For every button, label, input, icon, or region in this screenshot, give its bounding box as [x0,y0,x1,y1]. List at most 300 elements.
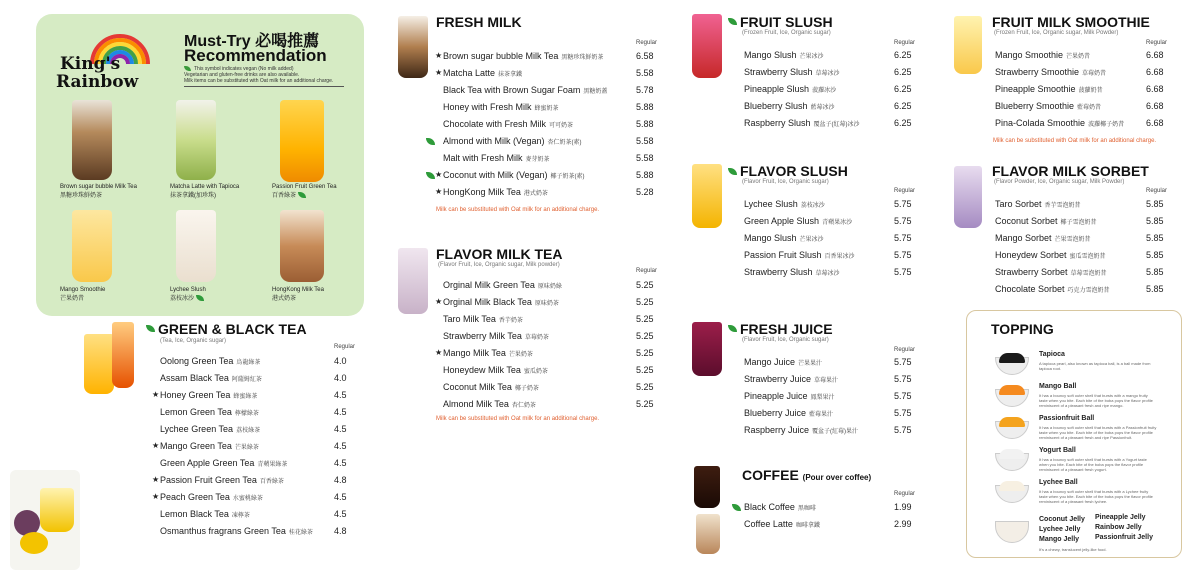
item-price: 5.75 [894,374,912,384]
section-title: GREEN & BLACK TEA [158,321,307,337]
tea-glass-image [84,334,114,394]
leaf-icon [728,168,737,175]
item-name: Taro Milk Tea [443,314,496,324]
item-name-zh: 蜂蜜綠茶 [233,394,258,400]
item-name: Passion Fruit Green Tea [160,475,257,485]
item-name: Coconut Sorbet [995,216,1058,226]
menu-item [744,216,852,226]
regular-label: Regular [894,40,916,46]
item-name-zh: 香芋奶茶 [498,318,523,324]
star-icon: ★ [435,170,443,179]
item-name-zh: 烏龍綠茶 [236,360,261,366]
item-name-zh: 青蘋果綠茶 [257,462,288,468]
menu-item [995,118,1124,128]
topping-name: Mango Ball [1039,383,1077,390]
menu-item [744,233,824,243]
item-name: Pineapple Slush [744,84,810,94]
item-name-zh: 覆盆子(紅莓)果汁 [812,429,859,435]
item-name-zh: 蜂蜜奶茶 [534,106,559,112]
item-price: 4.0 [334,356,347,366]
rec-caption-2: Matcha Latte with Tapioca 抹茶拿鐵(加珍珠) [170,184,240,199]
menu-item [443,331,549,341]
menu-item [443,187,548,197]
rec-title: Must-Try 必喝推薦 [184,33,320,50]
item-name: Lychee Slush [744,199,798,209]
passion-fruit-drink-image [10,470,80,570]
taro-milk-tea-image [398,248,428,314]
topping-title: TOPPING [991,321,1054,337]
item-name: Pina-Colada Smoothie [995,118,1086,128]
menu-item [744,84,836,94]
item-name: Mango Sorbet [995,233,1052,243]
vegan-leaf-icon [732,504,741,511]
item-name: Mango Smoothie [995,50,1064,60]
item-name-zh: 芒果綠茶 [234,445,259,451]
item-price: 5.75 [894,216,912,226]
topping-bowl-image [995,485,1029,503]
leaf-icon [728,325,737,332]
topping-name: Tapioca [1039,351,1065,358]
item-name: Honey with Fresh Milk [443,102,532,112]
item-name-zh: 凍檸茶 [231,513,250,519]
item-name-zh: 原味奶綠 [537,284,562,290]
jelly-bowl-image [995,521,1029,543]
item-name: Peach Green Tea [160,492,230,502]
oat-milk-note: Milk can be substituted with Oat milk for an additional charge. [436,207,600,213]
lychee-slush-image [176,210,216,282]
item-name-zh: 香芋雪泡奶昔 [1044,203,1081,209]
item-name-zh: 杏仁奶茶(素) [547,140,582,146]
item-name: Chocolate Sorbet [995,284,1065,294]
menu-item [744,101,835,111]
item-name: Strawberry Milk Tea [443,331,522,341]
section-title: FRUIT MILK SMOOTHIE [992,14,1150,30]
item-name: Lemon Black Tea [160,509,229,519]
item-price: 5.25 [636,314,654,324]
item-name: Orginal Milk Green Tea [443,280,535,290]
menu-item [443,348,533,358]
item-name-zh: 黑糖奶蓋 [583,89,608,95]
item-price: 4.5 [334,424,347,434]
section-title: COFFEE (Pour over coffee) [742,467,872,483]
item-price: 5.75 [894,267,912,277]
item-name-zh: 草莓冰沙 [815,71,840,77]
recommendation-panel [36,14,364,316]
section-title: FLAVOR SLUSH [740,163,848,179]
item-price: 5.78 [636,85,654,95]
menu-item [744,199,825,209]
rec-caption-6: HongKong Milk Tea 港式奶茶 [272,287,324,302]
regular-label: Regular [1146,188,1168,194]
item-price: 6.25 [894,50,912,60]
section-title: FRESH JUICE [740,321,833,337]
menu-item [443,68,522,78]
item-name: Honeydew Sorbet [995,250,1067,260]
section-title: FRESH MILK [436,14,522,30]
item-price: 5.58 [636,68,654,78]
item-name-zh: 波蘿椰子奶昔 [1088,122,1125,128]
star-icon: ★ [435,68,443,77]
item-name: Coconut with Milk (Vegan) [443,170,548,180]
item-name-zh: 港式奶茶 [523,191,548,197]
smoothie-cup-image [954,16,982,74]
item-name: Matcha Latte [443,68,496,78]
rec-caption-1: Brown sugar bubble Milk Tea 黑糖珍珠鮮奶茶 [60,184,137,199]
menu-item [443,365,548,375]
menu-item [443,297,559,307]
item-price: 5.85 [1146,216,1164,226]
menu-item [995,250,1106,260]
menu-item [995,101,1101,111]
item-name-zh: 草莓冰沙 [815,271,840,277]
item-name-zh: 芒果雪泡奶昔 [1054,237,1091,243]
item-price: 6.25 [894,67,912,77]
item-name: Black Coffee [744,502,795,512]
item-name: Blueberry Smoothie [995,101,1075,111]
item-price: 5.25 [636,280,654,290]
item-price: 4.5 [334,458,347,468]
menu-item [443,280,562,290]
rec-caption-3: Passion Fruit Green Tea 百香綠茶 [272,184,337,199]
vegan-legend: This symbol indicates vegan (No milk added) Vegetarian and gluten-free drinks are also available. Milk items can be substituted with Oat milk for an additional charge. [184,66,334,84]
mango-smoothie-image [72,210,112,282]
item-name-zh: 蜜瓜雪泡奶昔 [1069,254,1106,260]
item-name-zh: 咖啡拿鐵 [795,523,820,529]
star-icon: ★ [152,390,160,399]
jellies-left: Coconut Jelly Lychee Jelly Mango Jelly [1039,516,1085,543]
vegan-leaf-icon [184,66,191,71]
rec-caption-4: Mango Smoothie 芒果奶昔 [60,287,106,302]
item-name: Black Tea with Brown Sugar Foam [443,85,581,95]
kings-rainbow-logo [56,26,156,92]
item-name-zh: 荔枝綠茶 [236,428,261,434]
menu-item [995,233,1091,243]
topping-bowl-image [995,453,1029,471]
item-price: 5.25 [636,348,654,358]
item-name: Osmanthus fragrans Green Tea [160,526,286,536]
passion-fruit-green-tea-image [280,100,324,182]
oat-milk-note: Milk can be substituted with Oat milk for an additional charge. [993,138,1157,144]
item-name: Strawberry Smoothie [995,67,1080,77]
item-price: 5.58 [636,153,654,163]
item-name: Lychee Green Tea [160,424,234,434]
star-icon: ★ [435,348,443,357]
item-price: 4.5 [334,441,347,451]
menu-item [443,85,607,95]
logo-text-line1: King's [60,54,121,74]
coffee-latte-image [696,514,720,554]
item-price: 4.5 [334,509,347,519]
item-price: 5.75 [894,391,912,401]
menu-item [744,408,833,418]
item-name-zh: 抹茶拿鐵 [498,72,523,78]
menu-item [744,374,838,384]
menu-item [160,407,259,417]
tea-glass-image [112,322,134,388]
menu-item [443,102,559,112]
item-price: 6.68 [1146,50,1164,60]
item-name: Passion Fruit Slush [744,250,822,260]
star-icon: ★ [435,187,443,196]
item-name: Green Apple Slush [744,216,820,226]
star-icon: ★ [152,492,160,501]
item-name-zh: 巧克力雪泡奶昔 [1067,288,1110,294]
menu-item [744,391,835,401]
milk-tea-image [398,16,428,78]
item-name: Mango Milk Tea [443,348,506,358]
item-name: Strawberry Slush [744,67,813,77]
menu-item [995,267,1107,277]
menu-item [160,424,260,434]
section-title: FLAVOR MILK SORBET [992,163,1149,179]
topping-desc: It has a bouncy soft outer shell that bursts with a mango fruity taste when you bite. Each bite of the boba pops the flavor profile reminiscent of a pleasant fresh and ripe mango. [1039,393,1153,408]
topping-name: Yogurt Ball [1039,447,1076,454]
item-price: 5.75 [894,357,912,367]
item-price: 5.28 [636,187,654,197]
divider [184,86,344,87]
item-price: 5.75 [894,199,912,209]
menu-item [443,136,582,146]
section-subtitle: (Tea, Ice, Organic sugar) [160,338,227,344]
menu-item [160,441,259,451]
slush-cup-image [692,14,722,78]
item-name-zh: 藍莓果汁 [809,412,834,418]
item-name-zh: 桂花綠茶 [288,530,313,536]
item-price: 5.25 [636,382,654,392]
topping-bowl-image [995,357,1029,375]
rec-caption-5: Lychee Slush 荔枝冰沙 [170,287,206,302]
item-name: Malt with Fresh Milk [443,153,523,163]
item-price: 5.25 [636,399,654,409]
item-name: Mango Juice [744,357,796,367]
section-subtitle: (Frozen Fruit, Ice, Organic sugar) [742,30,831,36]
regular-label: Regular [1146,40,1168,46]
item-name: Chocolate with Fresh Milk [443,119,547,129]
item-price: 5.88 [636,119,654,129]
menu-item [995,50,1090,60]
juice-cup-image [692,322,722,376]
item-price: 6.58 [636,51,654,61]
item-price: 1.99 [894,502,912,512]
section-title: FLAVOR MILK TEA [436,246,563,262]
vegan-leaf-icon [426,138,435,145]
item-price: 6.68 [1146,84,1164,94]
section-subtitle: (Flavor Powder, Ice, Organic sugar, Milk Powder) [994,179,1125,185]
item-name: Coffee Latte [744,519,793,529]
menu-item [160,475,284,485]
menu-item [160,356,260,366]
item-name-zh: 可可奶茶 [549,123,574,129]
item-name: Blueberry Juice [744,408,807,418]
item-price: 5.25 [636,331,654,341]
menu-item [443,399,536,409]
item-name-zh: 芒果冰沙 [799,237,824,243]
item-name-zh: 青蘋果冰沙 [822,220,853,226]
topping-desc: It has a bouncy soft outer shell that bursts with a Passionfruit fruity taste when you bite. Each bite of the boba pops the flavor profile reminiscent of a pleasant fresh and ripe Passionfruit. [1039,425,1157,440]
section-subtitle: (Flavor Fruit, Ice, Organic sugar, Milk powder) [438,262,560,268]
menu-item [443,119,573,129]
item-price: 5.25 [636,365,654,375]
regular-label: Regular [636,40,658,46]
item-name: Strawberry Juice [744,374,812,384]
star-icon: ★ [152,441,160,450]
hongkong-milk-tea-image [280,210,324,282]
item-price: 5.85 [1146,284,1164,294]
vegan-leaf-icon [298,192,306,198]
item-name: Raspberry Slush [744,118,811,128]
item-name: Taro Sorbet [995,199,1042,209]
item-price: 4.5 [334,492,347,502]
item-price: 5.25 [636,297,654,307]
menu-item [995,199,1081,209]
topping-desc: It has a bouncy soft outer shell that bursts with a Lychee fruity taste when you bite. Each bite of the boba pops the flavor profile reminiscent of a pleasant fresh lychee. [1039,489,1153,504]
item-name: Strawberry Slush [744,267,813,277]
item-price: 5.85 [1146,199,1164,209]
item-price: 4.8 [334,526,347,536]
item-name: HongKong Milk Tea [443,187,521,197]
item-name-zh: 黑咖啡 [797,506,816,512]
item-name: Lemon Green Tea [160,407,232,417]
item-price: 6.25 [894,101,912,111]
brown-sugar-milk-tea-image [72,100,112,180]
item-name: Almond with Milk (Vegan) [443,136,545,146]
item-name-zh: 芒果果汁 [798,361,823,367]
menu-item [443,170,585,180]
item-name-zh: 原味奶茶 [534,301,559,307]
item-name: Green Apple Green Tea [160,458,255,468]
slush-cup-image [692,164,722,228]
menu-item [744,502,816,512]
item-name-zh: 草莓雪泡奶昔 [1070,271,1107,277]
menu-item [744,250,855,260]
item-name-zh: 椰子奶茶(素) [550,174,585,180]
topping-panel [966,310,1182,558]
leaf-icon [146,325,155,332]
item-name-zh: 阿薩姆紅茶 [231,377,262,383]
item-name-zh: 草莓奶昔 [1082,71,1107,77]
item-price: 5.75 [894,250,912,260]
item-price: 5.75 [894,408,912,418]
item-price: 4.5 [334,390,347,400]
item-name: Honeydew Milk Tea [443,365,521,375]
item-name: Raspberry Juice [744,425,810,435]
menu-item [443,51,603,61]
star-icon: ★ [435,51,443,60]
item-name-zh: 黑糖珍珠鮮奶茶 [561,55,604,61]
menu-item [995,216,1097,226]
menu-item [744,67,840,77]
item-name: Oolong Green Tea [160,356,234,366]
item-name: Mango Slush [744,50,797,60]
vegan-leaf-icon [426,172,435,179]
menu-item [744,118,860,128]
item-name-zh: 麥芽奶茶 [525,157,550,163]
item-price: 6.68 [1146,118,1164,128]
topping-name: Passionfruit Ball [1039,415,1095,422]
item-price: 4.8 [334,475,347,485]
item-name-zh: 水蜜桃綠茶 [232,496,263,502]
topping-bowl-image [995,421,1029,439]
section-subtitle: (Flavor Fruit, Ice, Organic sugar) [742,179,829,185]
item-price: 4.0 [334,373,347,383]
item-name-zh: 覆盆子(紅莓)冰沙 [813,122,860,128]
menu-item [995,84,1103,94]
topping-bowl-image [995,389,1029,407]
item-name: Almond Milk Tea [443,399,509,409]
menu-item [160,509,250,519]
item-price: 5.75 [894,233,912,243]
sorbet-cup-image [954,166,982,228]
item-name: Pineapple Juice [744,391,808,401]
regular-label: Regular [636,268,658,274]
item-price: 6.68 [1146,67,1164,77]
black-coffee-image [694,466,720,508]
item-name: Honey Green Tea [160,390,231,400]
logo-text-line2: Rainbow [56,72,139,92]
menu-item [160,526,313,536]
topping-desc: A tapioca pearl, also known as tapioca ball, is a ball made from tapioca root. [1039,361,1151,371]
menu-item [744,357,822,367]
item-name-zh: 椰子奶茶 [514,386,539,392]
item-price: 6.25 [894,118,912,128]
item-name: Blueberry Slush [744,101,808,111]
section-subtitle: (Frozen Fruit, Ice, Organic sugar, Milk Powder) [994,30,1119,36]
item-price: 2.99 [894,519,912,529]
menu-item [744,50,824,60]
star-icon: ★ [152,475,160,484]
section-title: FRUIT SLUSH [740,14,833,30]
item-price: 5.85 [1146,250,1164,260]
item-name-zh: 蜜瓜奶茶 [523,369,548,375]
item-price: 5.88 [636,102,654,112]
matcha-latte-image [176,100,216,180]
item-name-zh: 百香綠茶 [259,479,284,485]
item-name: Mango Green Tea [160,441,232,451]
menu-item [443,382,539,392]
item-price: 5.88 [636,170,654,180]
item-price: 5.58 [636,136,654,146]
item-price: 5.75 [894,425,912,435]
item-price: 5.85 [1146,267,1164,277]
regular-label: Regular [334,344,356,350]
rec-title-en: Recommendation [184,46,327,65]
item-name-zh: 草莓果汁 [814,378,839,384]
item-name: Strawberry Sorbet [995,267,1068,277]
item-name-zh: 藍莓奶昔 [1077,105,1102,111]
item-name-zh: 藍莓冰沙 [810,105,835,111]
item-name: Pineapple Smoothie [995,84,1076,94]
item-name: Assam Black Tea [160,373,229,383]
item-name-zh: 芒果奶昔 [1066,54,1091,60]
item-name-zh: 芒果奶茶 [508,352,533,358]
item-name-zh: 檸檬綠茶 [234,411,259,417]
item-name-zh: 芒果冰沙 [799,54,824,60]
item-name: Coconut Milk Tea [443,382,512,392]
menu-item [443,314,523,324]
menu-item [160,458,287,468]
item-price: 6.68 [1146,101,1164,111]
menu-item [744,425,858,435]
vegan-leaf-icon [196,295,204,301]
regular-label: Regular [894,491,916,497]
menu-item [160,390,257,400]
item-name-zh: 椰子雪泡奶昔 [1060,220,1097,226]
item-name-zh: 荔枝冰沙 [800,203,825,209]
item-price: 4.5 [334,407,347,417]
item-price: 5.85 [1146,233,1164,243]
item-name: Brown sugar bubble Milk Tea [443,51,559,61]
menu-item [744,519,820,529]
